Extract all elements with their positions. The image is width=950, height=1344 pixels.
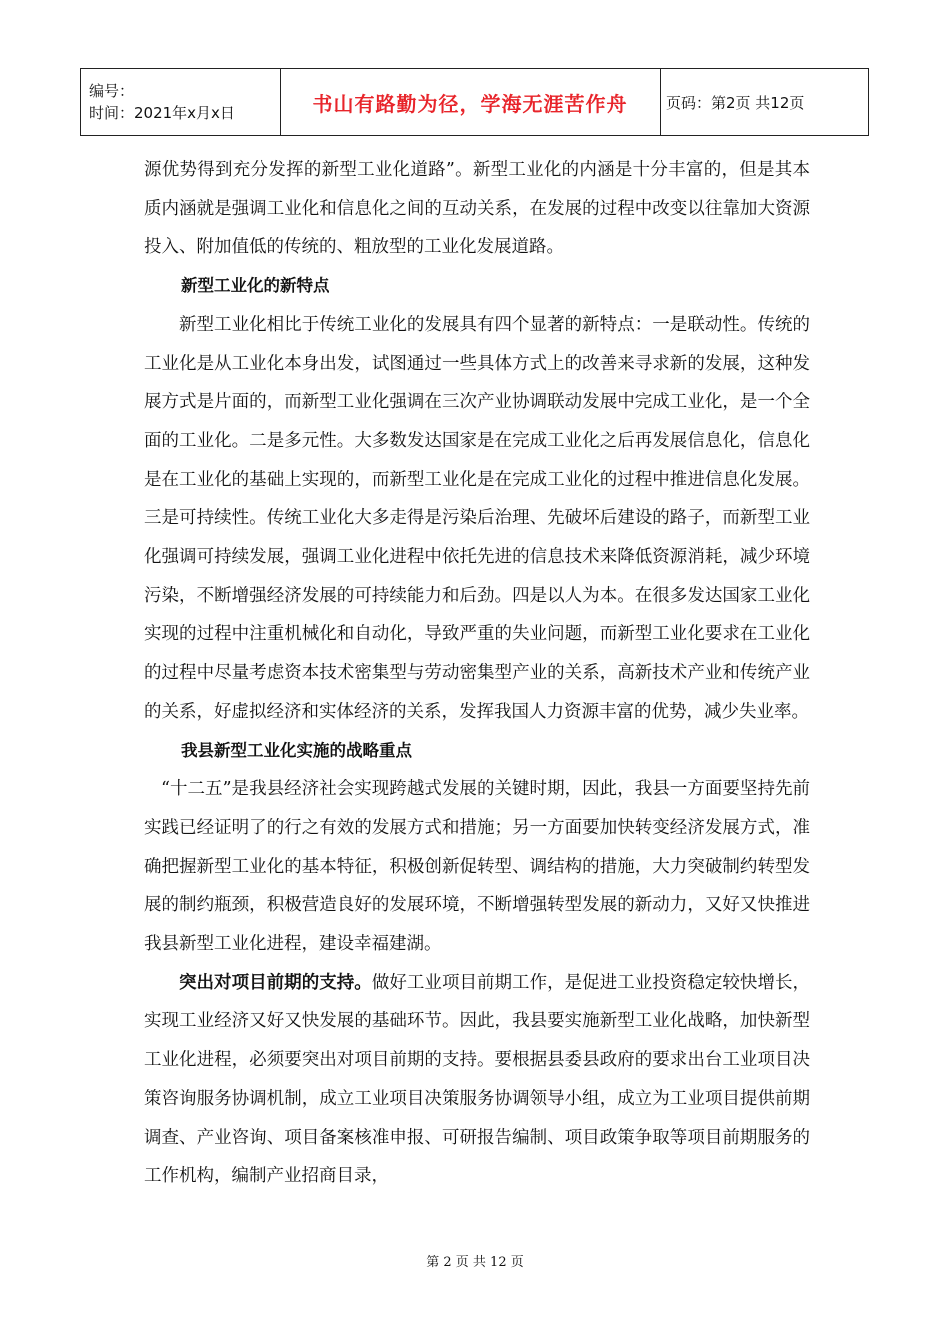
header-page-cell (660, 68, 869, 136)
footer-page-number: 第 2 页 共 12 页 (426, 1255, 524, 1270)
section-heading-strategy: 我县新型工业化实施的战略重点 (181, 740, 412, 760)
page-header (80, 68, 869, 136)
paragraph-1: 源优势得到充分发挥的新型工业化道路”。新型工业化的内涵是十分丰富的，但是其本质内涵就是强调工业化和信息化之间的互动关系，在发展的过程中改变以往靠加大资源投入、附加值低的传统的、粗放型的工业化发展道路。 (144, 160, 810, 258)
serial-label: 编号： (89, 82, 135, 100)
paragraph-3: “十二五”是我县经济社会实现跨越式发展的关键时期，因此，我县一方面要坚持先前实践已经证明了的行之有效的发展方式和措施；另一方面要加快转变经济发展方式，准确把握新型工业化的基本特征，积极创新促转型、调结构的措施，大力突破制约转型发展的制约瓶颈，积极营造良好的发展环境，不断增强转型发展的新动力，又好又快推进我县新型工业化进程，建设幸福建湖。 (144, 779, 810, 955)
paragraph-4 (144, 964, 810, 1196)
document-body (144, 151, 810, 1196)
section-heading-new-features: 新型工业化的新特点 (181, 276, 330, 296)
page-info: 页码：第2页 共12页 (666, 93, 805, 112)
paragraph-4-lead: 突出对项目前期的支持。 (179, 972, 372, 993)
header-meta-cell (80, 68, 281, 136)
paragraph-4-text: 做好工业项目前期工作，是促进工业投资稳定较快增长，实现工业经济又好又快发展的基础环节。因此，我县要实施新型工业化战略，加快新型工业化进程，必须要突出对项目前期的支持。要根据县委县政府的要求出台工业项目决策咨询服务协调机制，成立工业项目决策服务协调领导小组，成立为工业项目提供前期调查、产业咨询、项目备案核准申报、可研报告编制、项目政策争取等项目前期服务的工作机构，编制产业招商目录， (144, 972, 811, 1187)
motto-text: 书山有路勤为径，学海无涯苦作舟 (312, 91, 628, 116)
paragraph-2: 新型工业化相比于传统工业化的发展具有四个显著的新特点：一是联动性。传统的工业化是从工业化本身出发，试图通过一些具体方式上的改善来寻求新的发展，这种发展方式是片面的，而新型工业化强调在三次产业协调联动发展中完成工业化，是一个全面的工业化。二是多元性。大多数发达国家是在完成工业化之后再发展信息化，信息化是在工业化的基础上实现的，而新型工业化是在完成工业化的过程中推进信息化发展。三是可持续性。传统工业化大多走得是污染后治理、先破坏后建设的路子，而新型工业化强调可持续发展，强调工业化进程中依托先进的信息技术来降低资源消耗，减少环境污染，不断增强经济发展的可持续能力和后劲。四是以人为本。在很多发达国家工业化实现的过程中注重机械化和自动化，导致严重的失业问题，而新型工业化要求在工业化的过程中尽量考虑资本技术密集型与劳动密集型产业的关系，高新技术产业和传统产业的关系，好虚拟经济和实体经济的关系，发挥我国人力资源丰富的优势，减少失业率。 (144, 314, 810, 722)
page-footer (0, 1251, 950, 1270)
date-label: 时间：2021年x月x日 (89, 104, 235, 122)
header-motto-cell (280, 68, 661, 136)
